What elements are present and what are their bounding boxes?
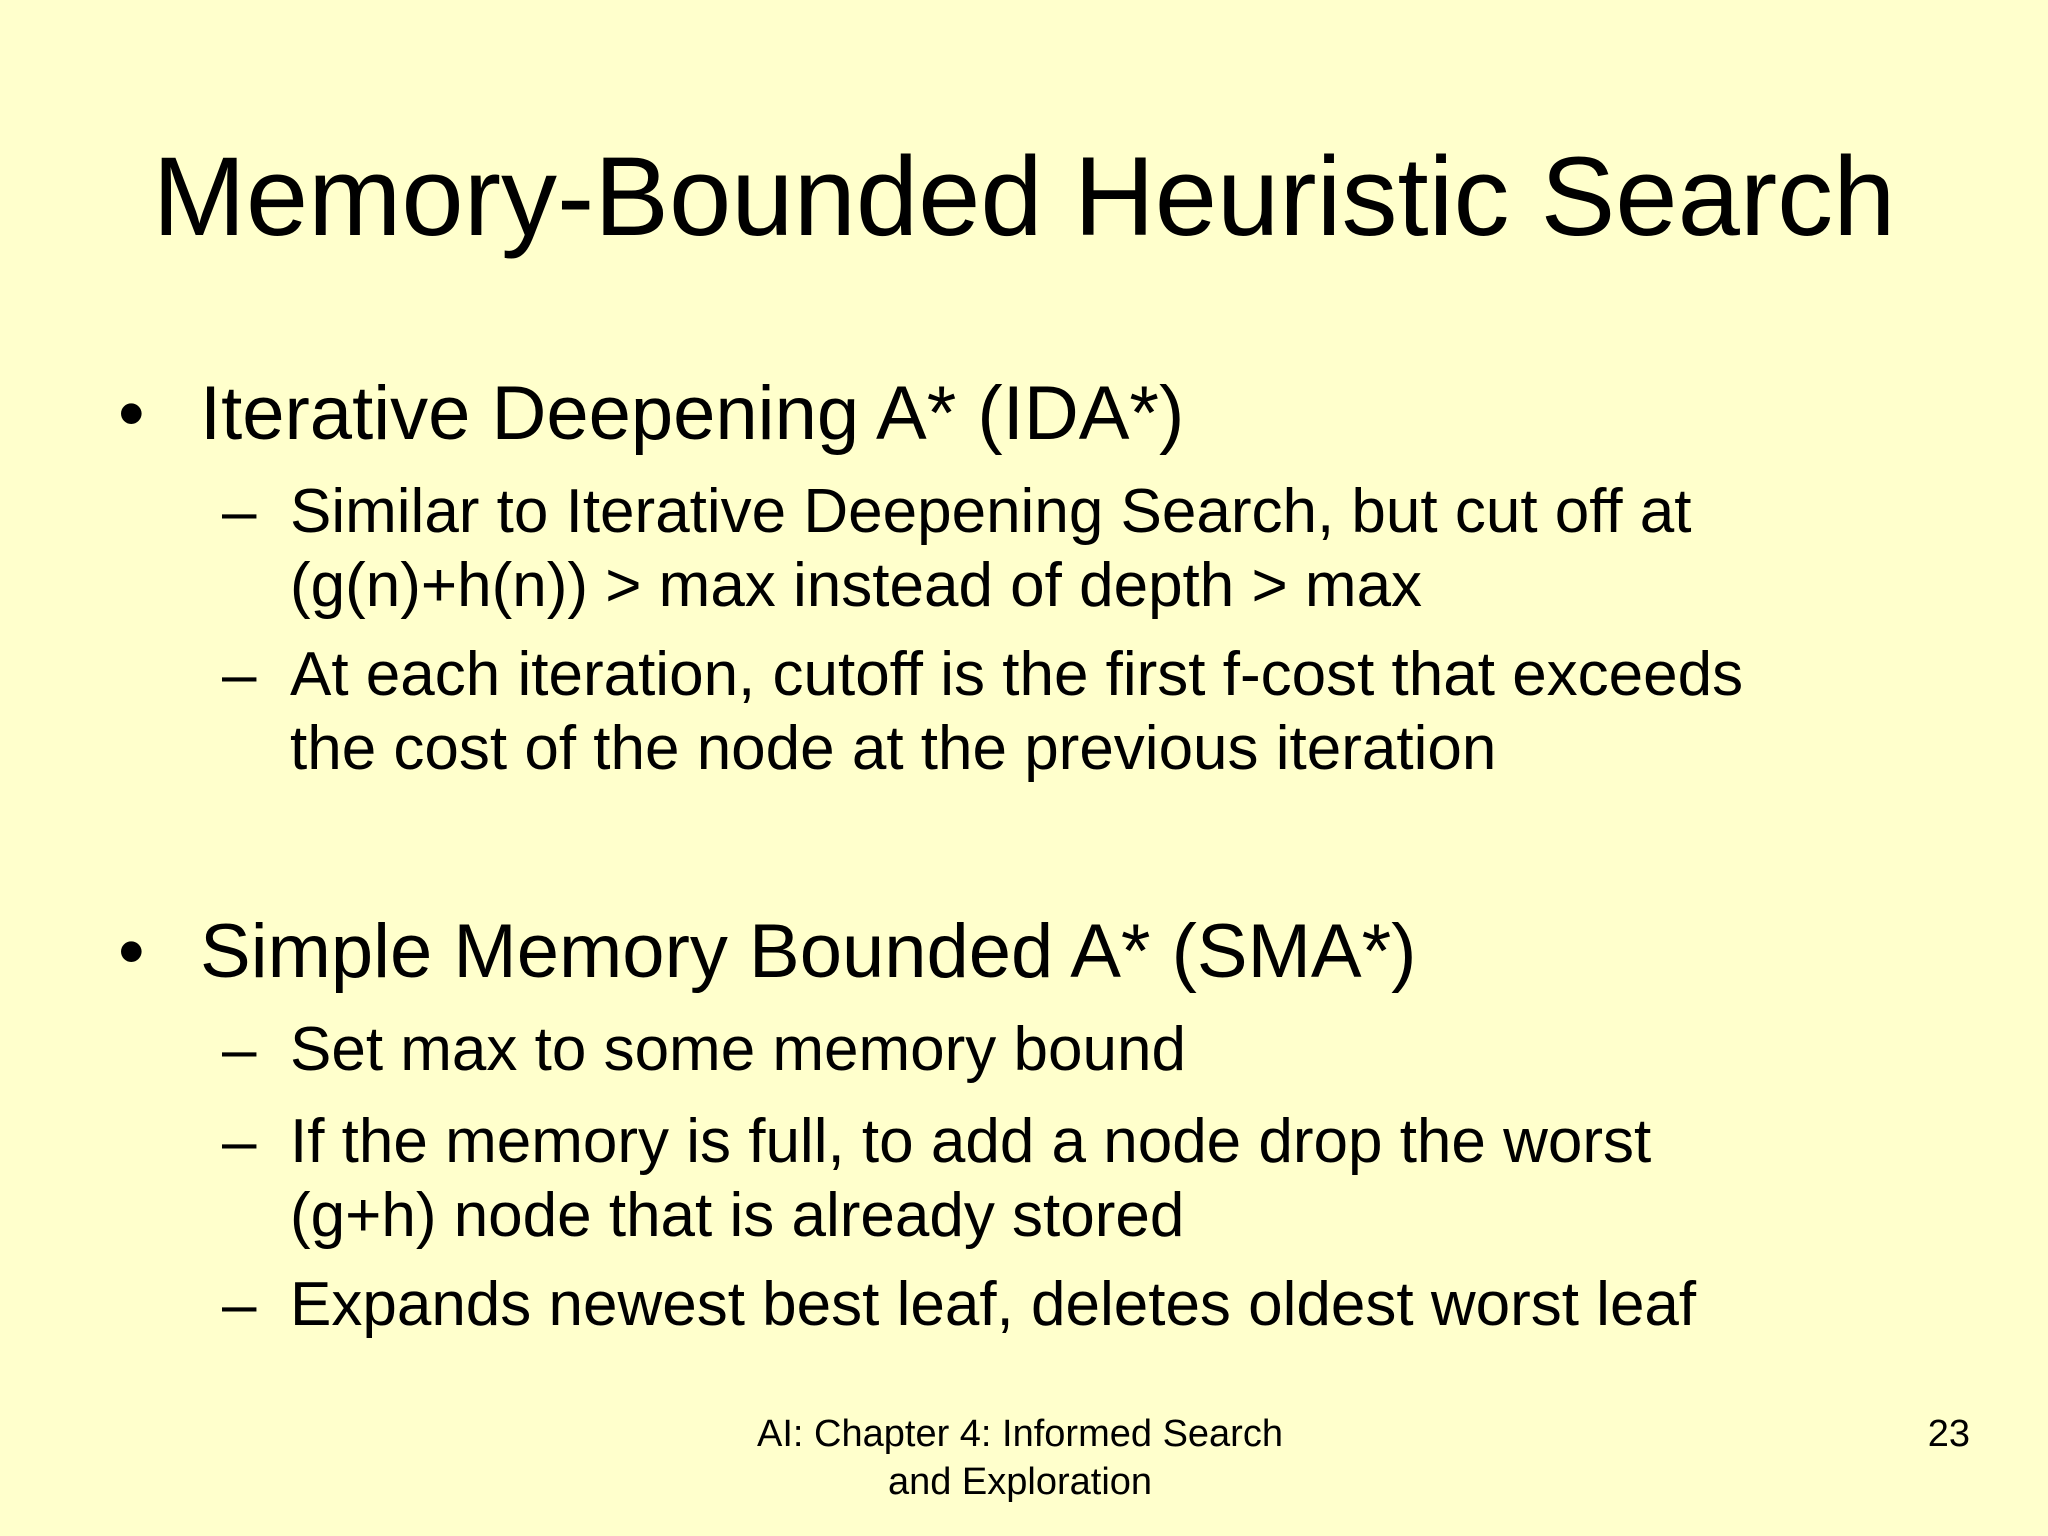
bullet-text: Simple Memory Bounded A* (SMA*) xyxy=(200,909,1417,994)
sub-bullet-line: the cost of the node at the previous iteration xyxy=(290,714,1497,783)
sub-bullet-line: If the memory is full, to add a node drop the worst xyxy=(290,1107,1652,1176)
sub-bullet-line: Set max to some memory bound xyxy=(290,1015,1186,1084)
footer-line: AI: Chapter 4: Informed Search xyxy=(757,1413,1283,1455)
footer-line: and Exploration xyxy=(887,1461,1153,1503)
dash-marker: – xyxy=(222,1107,257,1176)
sub-bullet-line: Expands newest best leaf, deletes oldest worst leaf xyxy=(290,1270,1697,1339)
slide-title: Memory-Bounded Heuristic Search xyxy=(152,134,1896,259)
sub-bullet-line: (g+h) node that is already stored xyxy=(290,1181,1185,1250)
bullet-text: Iterative Deepening A* (IDA*) xyxy=(200,371,1185,456)
sub-bullet-line: (g(n)+h(n)) > max instead of depth > max xyxy=(290,551,1423,620)
sub-bullet-line: At each iteration, cutoff is the first f-cost that exceeds xyxy=(290,640,1744,709)
page-number: 23 xyxy=(1927,1413,1970,1455)
bullet-marker: • xyxy=(118,909,145,994)
dash-marker: – xyxy=(222,1270,257,1339)
slide-footer xyxy=(730,1410,1310,1506)
dash-marker: – xyxy=(222,640,257,709)
sub-bullet-line: Similar to Iterative Deepening Search, but cut off at xyxy=(290,477,1692,546)
dash-marker: – xyxy=(222,477,257,546)
bullet-marker: • xyxy=(118,371,145,456)
dash-marker: – xyxy=(222,1015,257,1084)
